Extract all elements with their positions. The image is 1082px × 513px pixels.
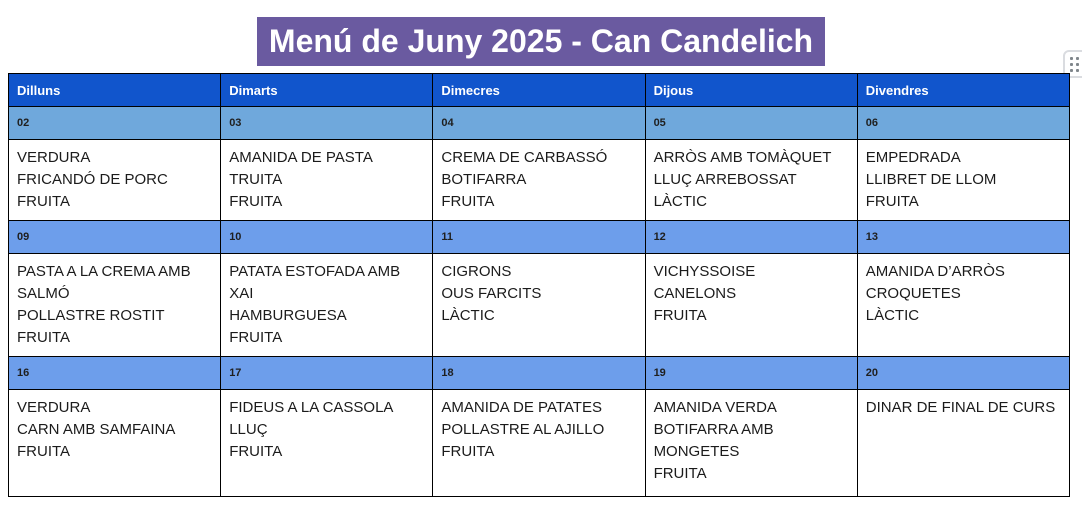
- menu-item: LLIBRET DE LLOM: [865, 171, 997, 188]
- day-number-cell: 10: [221, 221, 433, 254]
- menu-cell: [645, 254, 857, 357]
- day-number-cell: 03: [221, 107, 433, 140]
- menu-cell: [857, 390, 1069, 497]
- menu-item: CREMA DE CARBASSÓ: [441, 149, 608, 166]
- column-header: Dilluns: [9, 74, 221, 107]
- column-header: Dijous: [645, 74, 857, 107]
- menu-item: FRUITA: [229, 329, 283, 346]
- menu-cell: [9, 390, 221, 497]
- day-number-cell: 16: [9, 357, 221, 390]
- menu-item: TRUITA: [229, 171, 283, 188]
- menu-item: OUS FARCITS: [441, 285, 542, 302]
- menu-cell: [221, 254, 433, 357]
- menu-item: VICHYSSOISE: [653, 263, 756, 280]
- day-number-cell: 04: [433, 107, 645, 140]
- menu-cell: [433, 390, 645, 497]
- drag-handle-dot-icon: [1070, 69, 1073, 72]
- menu-row: [9, 140, 1070, 221]
- day-number-cell: 05: [645, 107, 857, 140]
- day-number-row: [9, 107, 1070, 140]
- header-row: [9, 74, 1070, 107]
- menu-item: HAMBURGUESA: [229, 307, 347, 324]
- menu-cell: [857, 254, 1069, 357]
- day-number-cell: 09: [9, 221, 221, 254]
- menu-cell: [645, 390, 857, 497]
- menu-item: AMANIDA D’ARRÒS: [865, 263, 1005, 280]
- column-header: Dimarts: [221, 74, 433, 107]
- menu-item: CARN AMB SAMFAINA: [17, 421, 176, 438]
- menu-item: PASTA A LA CREMA AMB SALMÓ: [17, 263, 191, 302]
- menu-cell: [9, 140, 221, 221]
- drag-handle-dot-icon: [1070, 63, 1073, 66]
- menu-item: BOTIFARRA: [441, 171, 527, 188]
- menu-item: POLLASTRE AL AJILLO: [441, 421, 605, 438]
- menu-item: FRUITA: [229, 193, 283, 210]
- title-bar: [0, 17, 1082, 66]
- menu-item: DINAR DE FINAL DE CURS: [865, 399, 1056, 416]
- column-header: Divendres: [857, 74, 1069, 107]
- day-number-cell: 13: [857, 221, 1069, 254]
- menu-cell: [645, 140, 857, 221]
- menu-cell: [221, 390, 433, 497]
- menu-item: FRUITA: [441, 193, 495, 210]
- menu-item: EMPEDRADA: [865, 149, 961, 166]
- menu-item: AMANIDA DE PASTA: [229, 149, 373, 166]
- day-number-cell: 19: [645, 357, 857, 390]
- menu-item: AMANIDA DE PATATES: [441, 399, 602, 416]
- day-number-row: [9, 357, 1070, 390]
- menu-item: CIGRONS: [441, 263, 512, 280]
- menu-row: [9, 390, 1070, 497]
- menu-item: LLUÇ: [229, 421, 268, 438]
- menu-item: FRUITA: [17, 443, 71, 460]
- day-number-cell: 12: [645, 221, 857, 254]
- menu-item: AMANIDA VERDA: [653, 399, 777, 416]
- menu-item: LLUÇ ARREBOSSAT: [653, 171, 797, 188]
- menu-item: LÀCTIC: [441, 307, 495, 324]
- menu-item: VERDURA: [17, 399, 91, 416]
- menu-item: FRUITA: [865, 193, 919, 210]
- menu-item: CANELONS: [653, 285, 737, 302]
- drag-handle-dot-icon: [1076, 69, 1079, 72]
- menu-item: FRUITA: [653, 307, 707, 324]
- menu-item: FRUITA: [17, 329, 71, 346]
- day-number-cell: 06: [857, 107, 1069, 140]
- menu-item: LÀCTIC: [865, 307, 920, 324]
- menu-cell: [433, 140, 645, 221]
- day-number-cell: 20: [857, 357, 1069, 390]
- menu-cell: [857, 140, 1069, 221]
- menu-item: BOTIFARRA AMB MONGETES: [653, 421, 774, 460]
- day-number-cell: 18: [433, 357, 645, 390]
- menu-item: PATATA ESTOFADA AMB XAI: [229, 263, 401, 302]
- day-number-cell: 02: [9, 107, 221, 140]
- menu-item: FRUITA: [229, 443, 283, 460]
- page-title: Menú de Juny 2025 - Can Candelich: [257, 17, 825, 66]
- menu-item: FRICANDÓ DE PORC: [17, 171, 168, 188]
- menu-item: FRUITA: [441, 443, 495, 460]
- menu-item: FRUITA: [653, 465, 707, 482]
- menu-item: FRUITA: [17, 193, 71, 210]
- menu-item: CROQUETES: [865, 285, 961, 302]
- menu-item: POLLASTRE ROSTIT: [17, 307, 165, 324]
- day-number-cell: 17: [221, 357, 433, 390]
- menu-cell: [221, 140, 433, 221]
- menu-table: [8, 73, 1070, 497]
- column-header: Dimecres: [433, 74, 645, 107]
- menu-item: LÀCTIC: [653, 193, 707, 210]
- menu-cell: [433, 254, 645, 357]
- menu-item: VERDURA: [17, 149, 91, 166]
- menu-cell: [9, 254, 221, 357]
- menu-item: FIDEUS A LA CASSOLA: [229, 399, 394, 416]
- drag-handle-dot-icon: [1076, 63, 1079, 66]
- menu-item: ARRÒS AMB TOMÀQUET: [653, 149, 832, 166]
- menu-row: [9, 254, 1070, 357]
- day-number-row: [9, 221, 1070, 254]
- drag-handle-dot-icon: [1070, 57, 1073, 60]
- drag-handle-dot-icon: [1076, 57, 1079, 60]
- day-number-cell: 11: [433, 221, 645, 254]
